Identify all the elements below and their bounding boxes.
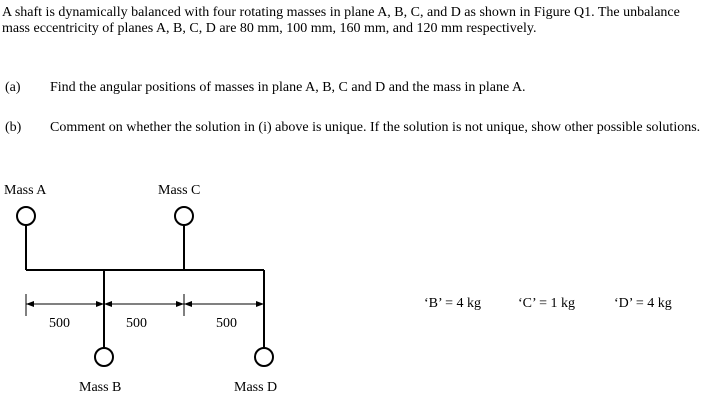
spacing-label-bc: 500 [126,316,147,331]
dimension-arrow [104,301,112,307]
mass-d-label: Mass D [234,380,278,395]
spacing-label-ab: 500 [49,316,70,331]
dimension-arrow [256,301,264,307]
spacing-label-cd: 500 [216,316,237,331]
question-b-text: Comment on whether the solution in (i) above is unique. If the solution is not unique, show other possible solutions. [50,120,701,135]
question-a-text: Find the angular positions of masses in plane A, B, C and D and the mass in plane A. [50,80,526,95]
mass-b-label: Mass B [79,380,122,395]
problem-statement: A shaft is dynamically balanced with four rotating masses in plane A, B, C, and D as shown in Figure Q1. The unbalance mass eccentricity of planes A, B, C, D are 80 mm, 100 mm, 160 mm, and 120 mm respectively. [2,5,680,36]
question-b-label: (b) [5,120,22,135]
given-mass-c: ‘C’ = 1 kg [518,296,576,311]
dimension-arrow [184,301,192,307]
given-mass-b: ‘B’ = 4 kg [424,296,482,311]
mass-a-circle [17,207,35,225]
mass-a-label: Mass A [4,183,47,198]
mass-c-label: Mass C [158,183,201,198]
mass-d-circle [255,348,273,366]
given-mass-d: ‘D’ = 4 kg [614,296,672,311]
mass-b-circle [95,348,113,366]
question-a-label: (a) [5,80,21,95]
dimension-arrow [96,301,104,307]
dimension-arrow [176,301,184,307]
dimension-arrow [26,301,34,307]
mass-c-circle [175,207,193,225]
